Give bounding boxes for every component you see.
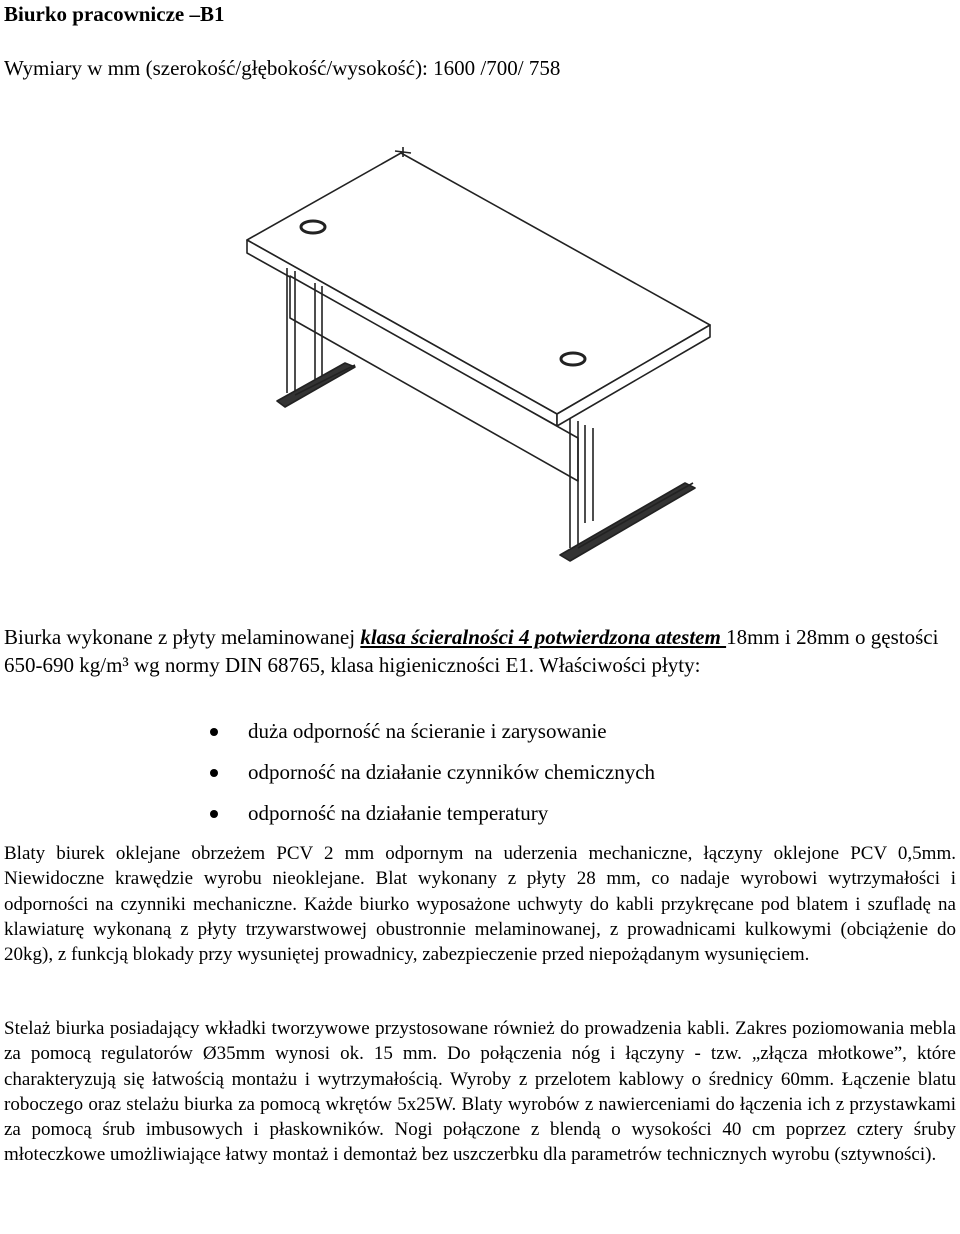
abrasion-class-emphasis: klasa ścieralności 4 potwierdzona atestem <box>360 625 727 649</box>
dimensions-line: Wymiary w mm (szerokość/głębokość/wysokość): 1600 /700/ 758 <box>4 56 561 80</box>
intro-before: Biurka wykonane z płyty melaminowanej <box>4 625 361 649</box>
property-text: odporność na działanie czynników chemicznych <box>248 760 656 784</box>
property-text: odporność na działanie temperatury <box>248 801 549 825</box>
intro-paragraph <box>4 623 956 679</box>
document-title: Biurko pracownicze –B1 <box>4 2 225 26</box>
properties-list <box>210 718 910 841</box>
list-item <box>210 759 910 800</box>
edging-paragraph: Blaty biurek oklejane obrzeżem PCV 2 mm odpornym na uderzenia mechaniczne, łączyny oklejone PCV 0,5mm. Niewidoczne krawędzie wyrobu nieoklejane. Blat wykonany z płyty 28 mm, co nadaje wyrobowi wytrzymałości i odporności na czynniki mechaniczne. Każde biurko wyposażone uchwyty do kabli przykręcane pod blatem i szufladę na klawiaturę wykonaną z płyty trzywarstwowej obustronnie melaminowanej, z prowadnicami kulkowymi (obciążenie do 20kg), z funkcją blokady przy wysuniętej prowadnicy, zabezpieczenie przed niepożądanym wysunięciem. <box>4 843 956 966</box>
intro-after: 18mm i 28mm o gęstości 650-690 kg/m³ wg normy DIN 68765, klasa higieniczności E1. Właściwości płyty: <box>4 625 939 677</box>
list-item <box>210 800 910 841</box>
property-text: duża odporność na ścieranie i zarysowanie <box>248 719 607 743</box>
list-item <box>210 718 910 759</box>
bullet-icon <box>210 810 218 818</box>
bullet-icon <box>210 728 218 736</box>
frame-paragraph: Stelaż biurka posiadający wkładki tworzywowe przystosowane również do prowadzenia kabli. Zakres poziomowania mebla za pomocą regulatorów Ø35mm wynosi ok. 15 mm. Do połączenia nóg i łączyny - tzw. „złącza młotkowe”, które charakteryzują się łatwością montażu i wytrzymałością. Wyroby z przelotem kablowy o średnicy 60mm. Łączenie blatu roboczego oraz stelażu biurka za pomocą wkrętów 5x25W. Blaty wyrobów z nawierceniami do łączenia ich z przystawkami za pomocą śrub imbusowych i płaskowników. Nogi połączone z blendą o wysokości 40 cm poprzez cztery śruby młoteczkowe umożliwiające łatwy montaż i demontaż bez uszczerbku dla parametrów technicznych wyrobu (sztywności). <box>4 1018 956 1166</box>
desk-drawing <box>215 143 725 563</box>
bullet-icon <box>210 769 218 777</box>
